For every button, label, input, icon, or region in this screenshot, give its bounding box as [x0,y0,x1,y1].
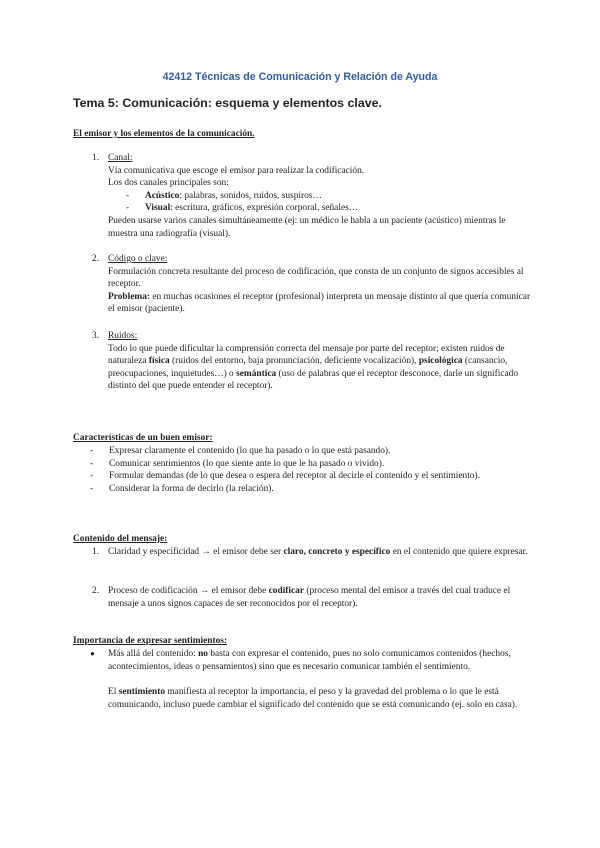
section-heading-emisor: El emisor y los elementos de la comunicación. [73,129,255,139]
list-item-text: Expresar claramente el contenido (lo que ha pasado o lo que está pasando). [109,446,391,456]
bold-term: semántica [236,368,277,379]
text-run: Más allá del contenido: [108,649,199,659]
sub-item-text: : palabras, sonidos, ruidos, suspiros… [179,190,322,201]
dash-icon: - [126,190,130,201]
document-title: 42412 Técnicas de Comunicación y Relación de Ayuda [162,71,438,83]
bold-term: Acústico [145,190,180,201]
paragraph [108,648,532,673]
item-label: Código o clave: [108,254,168,264]
paragraph: Pueden usarse varios canales simultáneamente (ej: un médico le habla a un paciente (acústico) mientras le muestra una radiografía (visual). [108,215,506,239]
section-heading-contenido: Contenido del mensaje: [73,534,168,544]
text-run: Claridad y especificidad → el emisor debe ser [108,547,284,557]
item-number: 3. [92,331,100,341]
sub-item-acustico [108,190,533,203]
paragraph [108,343,533,393]
item-label: Canal: [108,153,133,163]
dash-icon: - [90,471,94,482]
list-item-text: Considerar la forma de decirlo (la relación). [109,483,274,494]
topic-heading: Tema 5: Comunicación: esquema y elementos clave. [73,96,382,110]
bold-term: sentimiento [118,687,166,697]
list-item [90,483,530,496]
bold-term: Problema: [108,291,151,302]
text-run: Todo lo que puede dificultar la comprensión correcta del mensaje por parte del receptor; existen ruidos de naturaleza [108,343,505,367]
text-run: El [108,687,119,697]
list-item-text: Formular demandas (de lo que desea o espera del receptor al decirle el contenido y el sentimiento). [109,471,480,482]
dash-icon: - [90,446,94,456]
text-run: en el contenido que quiere expresar. [390,547,528,557]
dash-icon: - [90,458,94,469]
characteristics-list [90,445,530,495]
list-item [90,470,530,483]
text-run: manifiesta al receptor la importancia, el peso y la gravedad del problema o lo que le está comunicando, incluso puede cambiar el significado del contenido que se está comunicando (ej. solo en casa). [108,687,518,710]
text-run: (cansancio, preocupaciones, inquietudes…) o [108,356,508,379]
paragraph-text: en muchas ocasiones el receptor (profesional) interpreta un mensaje distinto al que quería comunicar el emisor (paciente). [108,291,531,315]
list-item [90,458,530,471]
sub-item-text: : escritura, gráficos, expresión corporal, señales… [170,203,359,214]
bold-term: no [198,649,208,659]
bold-term: claro, concreto y específico [283,547,391,557]
dash-icon: - [126,203,130,214]
dash-icon: - [90,483,94,494]
paragraph: Formulación concreta resultante del proceso de codificación, que consta de un conjunto de signos accesibles al receptor. [108,266,524,290]
bold-term: física [148,356,170,367]
sub-item-visual [108,202,533,215]
item-label: Ruidos: [108,331,138,341]
list-item [90,445,530,458]
section-heading-importancia: Importancia de expresar sentimientos: [73,636,228,646]
text-run: (uso de palabras que el receptor desconoce, darle un significado distinto del que puede entender el receptor). [108,368,519,392]
paragraph [108,686,532,711]
bold-term: codificar [268,586,305,596]
paragraph: Los dos canales principales son: [108,178,229,189]
item-number: 2. [92,254,100,264]
item-number: 1. [92,153,100,163]
text-run: basta con expresar el contenido, pues no solo comunicamos contenidos (hechos, acontecimientos, ideas o pensamientos) sino que es necesario comunicar también el sentimiento. [108,649,511,672]
bold-term: psicológica [418,356,463,367]
text-run: Proceso de codificación → el emisor debe [108,586,269,596]
list-item-text: Comunicar sentimientos (lo que siente ante lo que le ha pasado o vivido). [109,458,385,469]
paragraph: Vía comunicativa que escoge el emisor para realizar la codificación. [108,165,365,176]
item-number: 1. [92,547,100,557]
section-heading-caracteristicas: Características de un buen emisor: [73,433,213,443]
item-number: 2. [92,586,100,596]
bold-term: Visual [145,203,171,214]
paragraph [108,291,533,316]
bullet-icon: ● [90,649,95,658]
text-run: (ruidos del entorno, baja pronunciación, deficiente vocalización), [169,356,419,367]
text-run: (proceso mental del emisor a través del cual traduce el mensaje a unos signos capaces de ser reconocidos por el receptor). [108,586,511,609]
